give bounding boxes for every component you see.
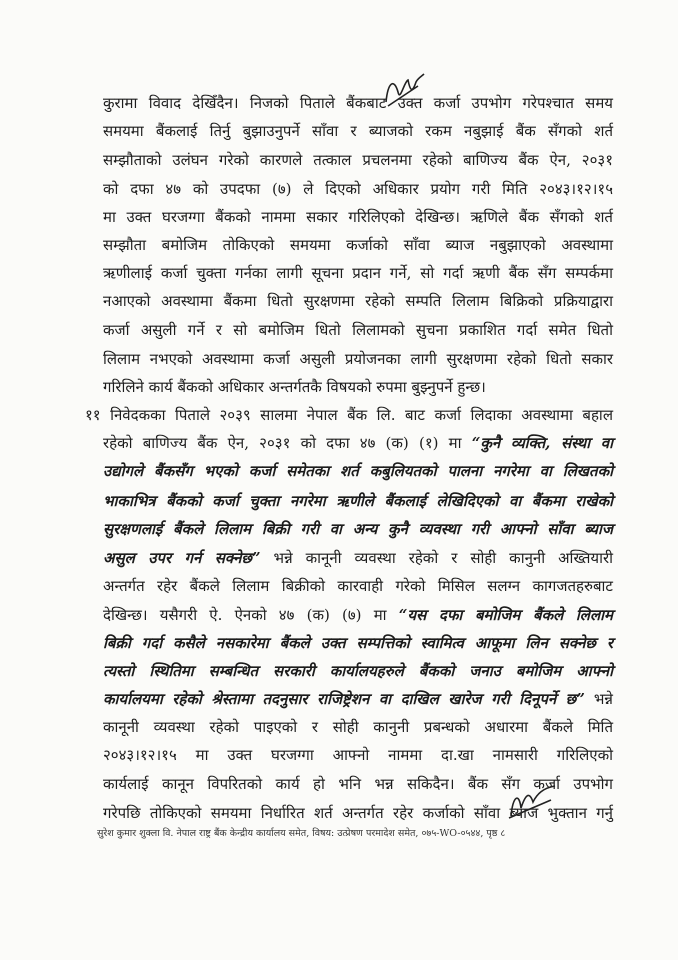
text-segment: ११ निवेदकका पिताले २०३९ सालमा नेपाल बैंक लि. बाट कर्जा लिदाका अवस्थामा बहाल <box>85 406 613 424</box>
signature-initials-bottom <box>505 782 560 822</box>
text-line <box>103 491 613 511</box>
text-line <box>103 717 613 737</box>
text-segment: २०४३।१२।१५ मा उक्त घरजग्गा आफ्नो नाममा दा.खा नामसारी गरिलिएको <box>103 746 613 764</box>
text-segment: कर्जा असुली गर्ने र सो बमोजिम धितो लिलामको सुचना प्रकाशित गर्दा समेत धितो <box>103 321 613 339</box>
text-line <box>103 689 613 709</box>
text-segment: ऋणीलाई कर्जा चुक्ता गर्नका लागी सूचना प्रदान गर्ने, सो गर्दा ऋणी बैंक सँग सम्पर्कमा <box>103 264 613 282</box>
text-segment: नआएको अवस्थामा बैंकमा धितो सुरक्षणमा रहेको सम्पति लिलाम बिक्रिको प्रक्रियाद्वारा <box>103 292 613 310</box>
text-line <box>103 661 613 681</box>
text-line <box>103 576 613 596</box>
text-line <box>103 377 613 397</box>
text-segment: गरिलिने कार्य बैंकको अधिकार अन्तर्गतकै विषयको रुपमा बुझ्नुपर्ने हुन्छ। <box>103 378 486 396</box>
signature-initials-top <box>378 72 428 112</box>
quoted-law-text: उद्योगले बैंकसँग भएको कर्जा समेतका शर्त कबुलियतको पालना नगरेमा वा लिखतको <box>103 462 613 480</box>
text-segment: मा उक्त घरजग्गा बैंकको नाममा सकार गरिलिएको देखिन्छ। ऋणिले बैंक सँगको शर्त <box>103 208 613 226</box>
text-segment: देखिन्छ। यसैगरी ऐ. ऐनको ४७ (क) (७) मा <box>103 606 399 624</box>
quoted-law-text: कार्यालयमा रहेको श्रेस्तामा तदनुसार राजिष्ट्रेशन वा दाखिल खारेज गरी दिनूपर्ने छ” <box>103 690 585 708</box>
text-segment: भन्ने <box>584 690 613 708</box>
text-line <box>103 461 613 481</box>
quoted-law-text: सुरक्षणलाई बैंकले लिलाम बिक्री गरी वा अन्य कुनै व्यवस्था गरी आफ्नो साँवा ब्याज <box>103 520 613 538</box>
text-line <box>103 150 613 170</box>
quoted-law-text: भाकाभित्र बैंकको कर्जा चुक्ता नगरेमा ऋणीले बैंकलाई लेखिदिएको वा बैंकमा राखेको <box>103 492 613 510</box>
text-segment: कार्यलाई कानून विपरितको कार्य हो भनि भन्न सकिदैन। बैंक सँग कर्जा उपभोग <box>103 775 613 793</box>
text-segment: लिलाम नभएको अवस्थामा कर्जा असुली प्रयोजनका लागी सुरक्षणमा रहेको धितो सकार <box>103 350 613 368</box>
text-line <box>103 207 613 227</box>
text-line <box>103 745 613 765</box>
text-line <box>103 235 613 255</box>
text-segment: सम्झौता बमोजिम तोकिएको समयमा कर्जाको साँवा ब्याज नबुझाएको अवस्थामा <box>103 236 613 254</box>
text-line <box>103 291 613 311</box>
text-segment: गरेपछि तोकिएको समयमा निर्धारित शर्त अन्तर्गत रहेर कर्जाको साँवा ब्याज भुक्तान गर्नु <box>103 804 613 822</box>
quoted-law-text: त्यस्तो स्थितिमा सम्बन्धित सरकारी कार्यालयहरुले बैंकको जनाउ बमोजिम आफ्नो <box>103 662 613 680</box>
text-segment: समयमा बैंकलाई तिर्नु बुझाउनुपर्ने साँवा र ब्याजको रकम नबुझाई बैंक सँगको शर्त <box>103 122 613 140</box>
paragraph-11-start-line <box>85 405 613 425</box>
quoted-law-text: “यस दफा बमोजिम बैंकले लिलाम <box>398 606 613 624</box>
quoted-law-text: असुल उपर गर्न सक्नेछ” <box>103 549 261 567</box>
text-segment: कुरामा विवाद देखिँदैन। निजको पिताले बैंकबाट उक्त कर्जा उपभोग गरेपश्चात समय <box>103 94 613 112</box>
text-segment: भन्ने कानूनी व्यवस्था रहेको र सोही कानुनी अख्तियारी <box>260 549 613 567</box>
text-line <box>103 121 613 141</box>
text-line <box>103 605 613 625</box>
text-line <box>103 519 613 539</box>
text-line <box>103 548 613 568</box>
text-line <box>103 633 613 653</box>
text-line <box>103 433 613 453</box>
text-line <box>103 263 613 283</box>
text-line <box>103 349 613 369</box>
text-segment: को दफा ४७ को उपदफा (७) ले दिएको अधिकार प्रयोग गरी मिति २०४३।१२।१५ <box>103 180 613 198</box>
text-segment: सम्झौताको उलंघन गरेको कारणले तत्काल प्रचलनमा रहेको बाणिज्य बैंक ऐन, २०३१ <box>103 151 613 169</box>
text-line <box>103 320 613 340</box>
text-segment: कानूनी व्यवस्था रहेको पाइएको र सोही कानुनी प्रबन्धको अधारमा बैंकले मिति <box>103 718 613 736</box>
quoted-law-text: “कुनै व्यक्ति, संस्था वा <box>471 434 613 452</box>
page-footer-citation: सुरेश कुमार शुक्ला वि. नेपाल राष्ट्र बैंक केन्द्रीय कार्यालय समेत, विषय: उत्प्रेषण परमादेश समेत, ०७५-WO-०५४४, पृष्ठ ८ <box>97 828 506 839</box>
text-segment: अन्तर्गत रहेर बैंकले लिलाम बिक्रीको कारवाही गरेको मिसिल सलग्न कागजतहरुबाट <box>103 577 613 595</box>
text-line <box>103 179 613 199</box>
text-segment: रहेको बाणिज्य बैंक ऐन, २०३१ को दफा ४७ (क) (१) मा <box>103 434 472 452</box>
quoted-law-text: बिक्री गर्दा कसैले नसकारेमा बैंकले उक्त सम्पत्तिको स्वामित्व आफूमा लिन सक्नेछ र <box>103 634 613 652</box>
text-line <box>103 93 613 113</box>
